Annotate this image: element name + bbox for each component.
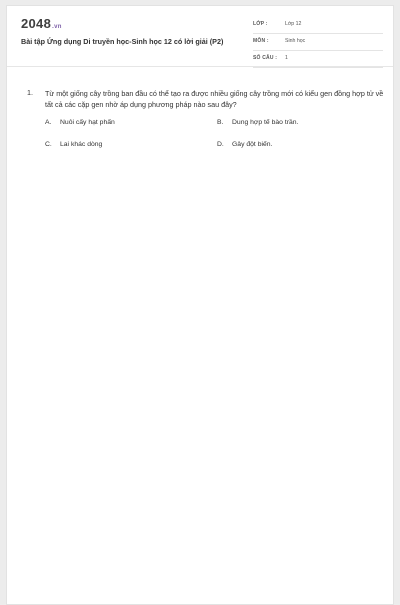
meta-row-class (253, 18, 383, 34)
meta-label-class: LỚP : (253, 21, 268, 27)
question-text: Từ một giống cây trồng ban đầu có thể tạo ra được nhiều giống cây trồng mới có kiểu gen đồng hợp tử về tất cả các cặp gen nhờ áp dụng phương pháp nào sau đây? (45, 89, 384, 109)
meta-value-question-count: 1 (285, 55, 288, 61)
option-b-text: Dung hợp tế bào trần. (232, 119, 299, 126)
option-d[interactable] (217, 141, 272, 148)
option-d-letter: D. (217, 141, 224, 148)
option-c-text: Lai khác dòng (60, 141, 103, 148)
option-b[interactable] (217, 119, 298, 126)
meta-value-class: Lớp 12 (285, 21, 302, 27)
option-d-text: Gây đột biến. (232, 141, 273, 148)
logo-main: 2048 (21, 16, 52, 31)
option-c-letter: C. (45, 141, 52, 148)
option-b-letter: B. (217, 119, 224, 126)
option-c[interactable] (45, 141, 102, 148)
worksheet-header (7, 6, 393, 67)
meta-label-question-count: SỐ CÂU : (253, 55, 278, 61)
option-a-text: Nuôi cấy hạt phấn (60, 119, 115, 126)
logo-suffix: .vn (52, 24, 62, 30)
meta-label-subject: MÔN : (253, 38, 269, 44)
meta-value-subject: Sinh học (285, 38, 306, 44)
option-a-letter: A. (45, 119, 52, 126)
question-number: 1. (27, 88, 33, 97)
meta-row-question-count (253, 52, 383, 68)
worksheet-page (6, 5, 394, 605)
site-logo[interactable] (21, 16, 62, 31)
option-a[interactable] (45, 119, 115, 126)
worksheet-meta (253, 18, 383, 69)
page-title: Bài tập Ứng dụng Di truyền học-Sinh học 12 có lời giải (P2) (21, 37, 224, 46)
meta-row-subject (253, 35, 383, 51)
